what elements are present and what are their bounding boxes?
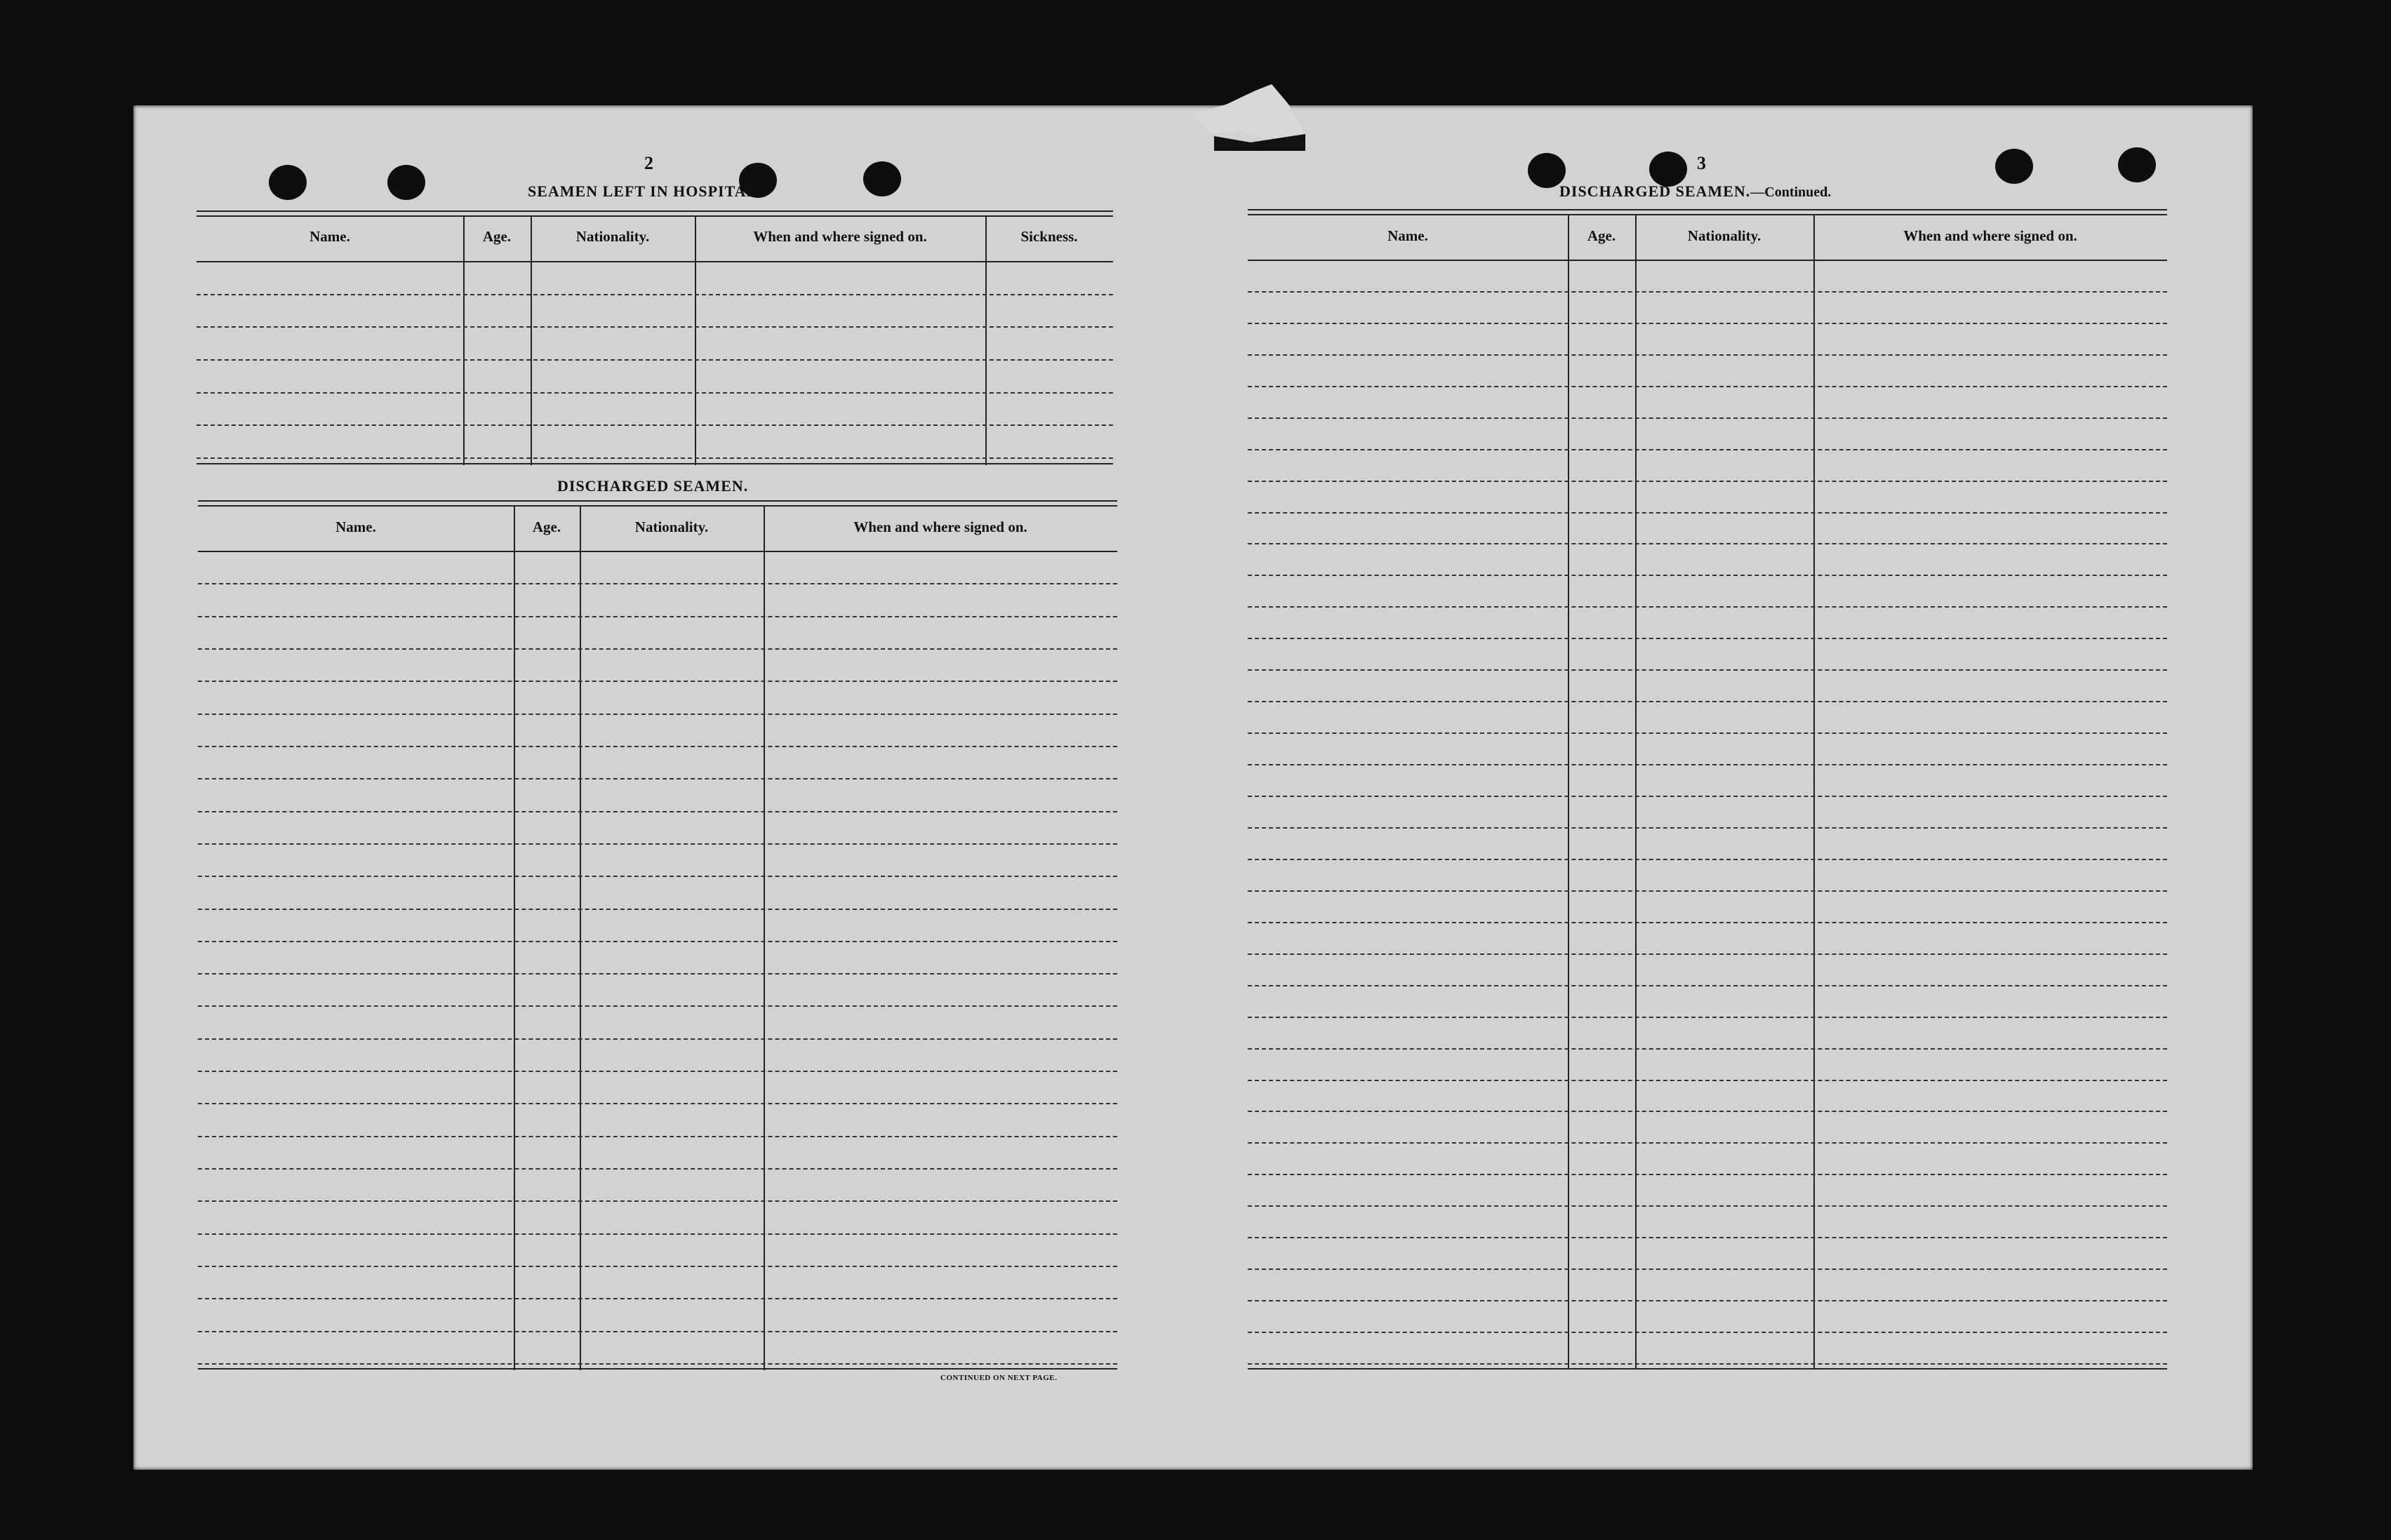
row-line	[198, 811, 1117, 812]
row-line	[1248, 323, 2167, 324]
row-line	[1248, 732, 2167, 734]
row-line	[1248, 1268, 2167, 1270]
row-line	[1248, 890, 2167, 892]
row-line	[1248, 859, 2167, 860]
row-line	[1248, 638, 2167, 639]
col-header-signed-on: When and where signed on.	[1903, 227, 2077, 244]
punch-hole	[863, 161, 901, 196]
row-line	[198, 1168, 1117, 1170]
column-divider	[1813, 215, 1815, 1369]
row-line	[198, 1071, 1117, 1072]
header-rule	[197, 261, 1113, 262]
punch-hole	[387, 165, 425, 200]
row-line	[1248, 669, 2167, 671]
row-line	[197, 326, 1113, 328]
row-line	[198, 681, 1117, 682]
punch-hole	[269, 165, 307, 200]
table-bottom-rule	[198, 1368, 1117, 1370]
row-line	[197, 294, 1113, 295]
row-line	[1248, 1205, 2167, 1207]
column-divider	[580, 506, 581, 1370]
punch-hole	[2118, 147, 2156, 182]
page-number-right: 3	[1697, 153, 1706, 173]
row-line	[1248, 291, 2167, 293]
row-line	[197, 424, 1113, 426]
row-line	[198, 1298, 1117, 1299]
column-divider	[985, 216, 987, 465]
table-top-rule	[1248, 209, 2167, 215]
column-divider	[463, 216, 465, 465]
row-line	[1248, 953, 2167, 955]
row-line	[198, 941, 1117, 942]
row-line	[198, 1331, 1117, 1332]
row-line	[198, 616, 1117, 617]
table-bottom-rule	[197, 463, 1113, 464]
title-suffix: —Continued.	[1750, 185, 1832, 200]
row-line	[198, 843, 1117, 845]
column-divider	[514, 506, 515, 1370]
col-header-name: Name.	[1387, 227, 1428, 244]
row-line	[1248, 1142, 2167, 1144]
header-rule	[198, 551, 1117, 552]
col-header-age: Age.	[1587, 227, 1616, 244]
punch-hole	[1649, 152, 1687, 187]
row-line	[1248, 417, 2167, 419]
row-line	[1248, 1332, 2167, 1333]
row-line	[197, 457, 1113, 459]
row-line	[1248, 1111, 2167, 1112]
column-divider	[1568, 215, 1569, 1369]
row-line	[1248, 512, 2167, 514]
col-header-nationality: Nationality.	[634, 518, 709, 535]
row-line	[198, 778, 1117, 779]
row-line	[1248, 1237, 2167, 1238]
row-line	[1248, 1017, 2167, 1018]
row-line	[198, 1233, 1117, 1235]
column-divider	[1635, 215, 1637, 1369]
row-line	[198, 1005, 1117, 1007]
col-header-nationality: Nationality.	[1687, 227, 1761, 244]
row-line	[1248, 701, 2167, 702]
row-line	[198, 1136, 1117, 1137]
title-main: DISCHARGED SEAMEN.	[1559, 182, 1751, 200]
continued-note: CONTINUED ON NEXT PAGE.	[940, 1374, 1058, 1382]
row-line	[1248, 575, 2167, 576]
discharged-continued-table	[1248, 209, 2167, 1374]
column-divider	[695, 216, 696, 465]
row-line	[1248, 796, 2167, 797]
page-number-left: 2	[644, 153, 653, 173]
row-line	[1248, 827, 2167, 829]
row-line	[198, 1200, 1117, 1202]
discharged-continued-title	[1559, 182, 1831, 201]
row-line	[198, 876, 1117, 877]
table-bottom-rule	[1248, 1368, 2167, 1370]
discharged-table	[198, 500, 1117, 1370]
hospital-section-title: SEAMEN LEFT IN HOSPITAL	[528, 182, 758, 200]
table-top-rule	[197, 210, 1113, 217]
punch-hole	[1995, 149, 2033, 184]
row-line	[197, 392, 1113, 394]
discharged-section-title: DISCHARGED SEAMEN.	[557, 477, 749, 495]
col-header-signed-on: When and where signed on.	[753, 228, 927, 245]
row-line	[1248, 1080, 2167, 1081]
col-header-age: Age.	[482, 228, 512, 245]
row-line	[1248, 386, 2167, 387]
row-line	[198, 583, 1117, 584]
col-header-name: Name.	[309, 228, 350, 245]
row-line	[198, 973, 1117, 975]
col-header-signed-on: When and where signed on.	[853, 518, 1027, 535]
hospital-table	[197, 210, 1113, 467]
row-line	[1248, 764, 2167, 765]
col-header-age: Age.	[532, 518, 561, 535]
column-divider	[531, 216, 532, 465]
row-line	[1248, 1048, 2167, 1050]
row-line	[1248, 543, 2167, 544]
column-divider	[764, 506, 765, 1370]
col-header-sickness: Sickness.	[1020, 228, 1078, 245]
row-line	[1248, 481, 2167, 482]
row-line	[197, 359, 1113, 361]
col-header-nationality: Nationality.	[575, 228, 650, 245]
col-header-name: Name.	[335, 518, 376, 535]
row-line	[1248, 1300, 2167, 1301]
row-line	[1248, 922, 2167, 923]
row-line	[1248, 985, 2167, 986]
row-line	[198, 746, 1117, 747]
row-line	[1248, 606, 2167, 608]
table-top-rule	[198, 500, 1117, 507]
row-line	[198, 1103, 1117, 1104]
row-line	[198, 714, 1117, 715]
row-line	[1248, 449, 2167, 450]
header-rule	[1248, 260, 2167, 261]
row-line	[198, 1038, 1117, 1040]
row-line	[198, 648, 1117, 650]
row-line	[1248, 354, 2167, 356]
row-line	[1248, 1363, 2167, 1365]
row-line	[198, 909, 1117, 910]
row-line	[1248, 1174, 2167, 1175]
row-line	[198, 1266, 1117, 1267]
row-line	[198, 1363, 1117, 1365]
